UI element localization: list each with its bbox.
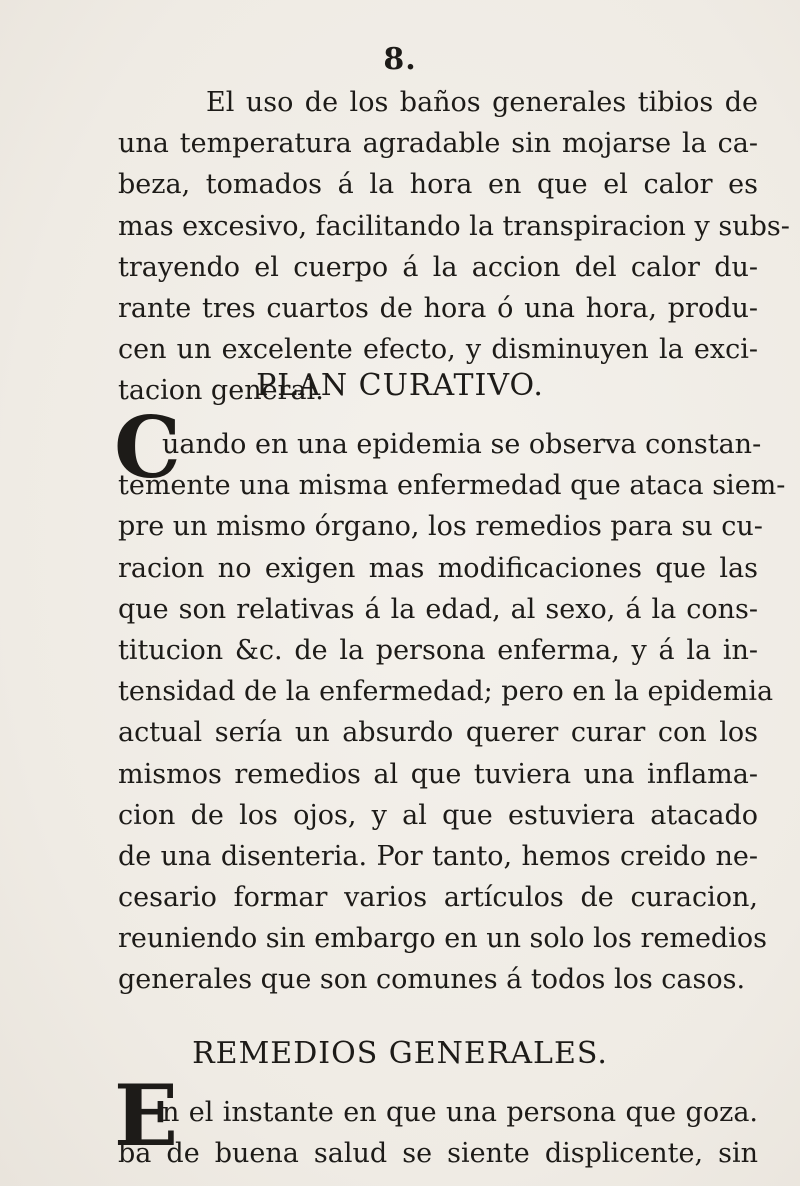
text-line: una temperatura agradable sin mojarse la ca- bbox=[118, 128, 758, 160]
drop-cap: E bbox=[114, 1066, 179, 1165]
paragraph-remedios-generales bbox=[114, 1066, 758, 1174]
text-line: mismos remedios al que tuviera una inflama- bbox=[118, 758, 758, 790]
text-line: rante tres cuartos de hora ó una hora, produ- bbox=[118, 292, 758, 324]
text-line: cion de los ojos, y al que estuviera atacado bbox=[118, 799, 758, 831]
text-line: cen un excelente efecto, y disminuyen la exci- bbox=[118, 334, 758, 366]
text-line: que son relativas á la edad, al sexo, á la cons- bbox=[118, 593, 758, 625]
text-line: tensidad de la enfermedad; pero en la epidemia bbox=[118, 676, 774, 708]
text-line: reuniendo sin embargo en un solo los remedios bbox=[118, 923, 767, 955]
text-line: beza, tomados á la hora en que el calor es bbox=[118, 169, 758, 201]
text-line: n el instante en que una persona que goza. bbox=[162, 1097, 758, 1128]
paragraph-plan-curativo bbox=[114, 398, 786, 1001]
text-line: generales que son comunes á todos los casos. bbox=[118, 964, 746, 996]
text-line: ba de buena salud se siente displicente, sin bbox=[118, 1138, 758, 1170]
page-number: 8. bbox=[383, 42, 417, 77]
text-line: El uso de los baños generales tibios de bbox=[206, 87, 758, 118]
text-line: tacion general. bbox=[118, 375, 324, 407]
text-line: mas excesivo, facilitando la transpiracion y subs- bbox=[118, 210, 790, 242]
text-line: temente una misma enfermedad que ataca siem- bbox=[118, 470, 786, 502]
text-line: actual sería un absurdo querer curar con los bbox=[118, 717, 758, 749]
text-line: trayendo el cuerpo á la accion del calor du- bbox=[118, 251, 758, 283]
text-line: pre un mismo órgano, los remedios para su cu- bbox=[118, 511, 763, 543]
drop-cap: C bbox=[114, 398, 181, 497]
section-heading-plan-curativo: PLAN CURATIVO. bbox=[256, 368, 544, 403]
section-heading-remedios-generales: REMEDIOS GENERALES. bbox=[192, 1036, 608, 1071]
text-line: uando en una epidemia se observa constan- bbox=[162, 429, 762, 460]
text-line: cesario formar varios artículos de curacion, bbox=[118, 882, 758, 914]
text-line: titucion &c. de la persona enferma, y á la in- bbox=[118, 634, 758, 666]
text-line: racion no exigen mas modificaciones que las bbox=[118, 552, 758, 584]
paragraph-baths bbox=[118, 82, 790, 412]
text-line: de una disenteria. Por tanto, hemos creido ne- bbox=[118, 840, 758, 872]
